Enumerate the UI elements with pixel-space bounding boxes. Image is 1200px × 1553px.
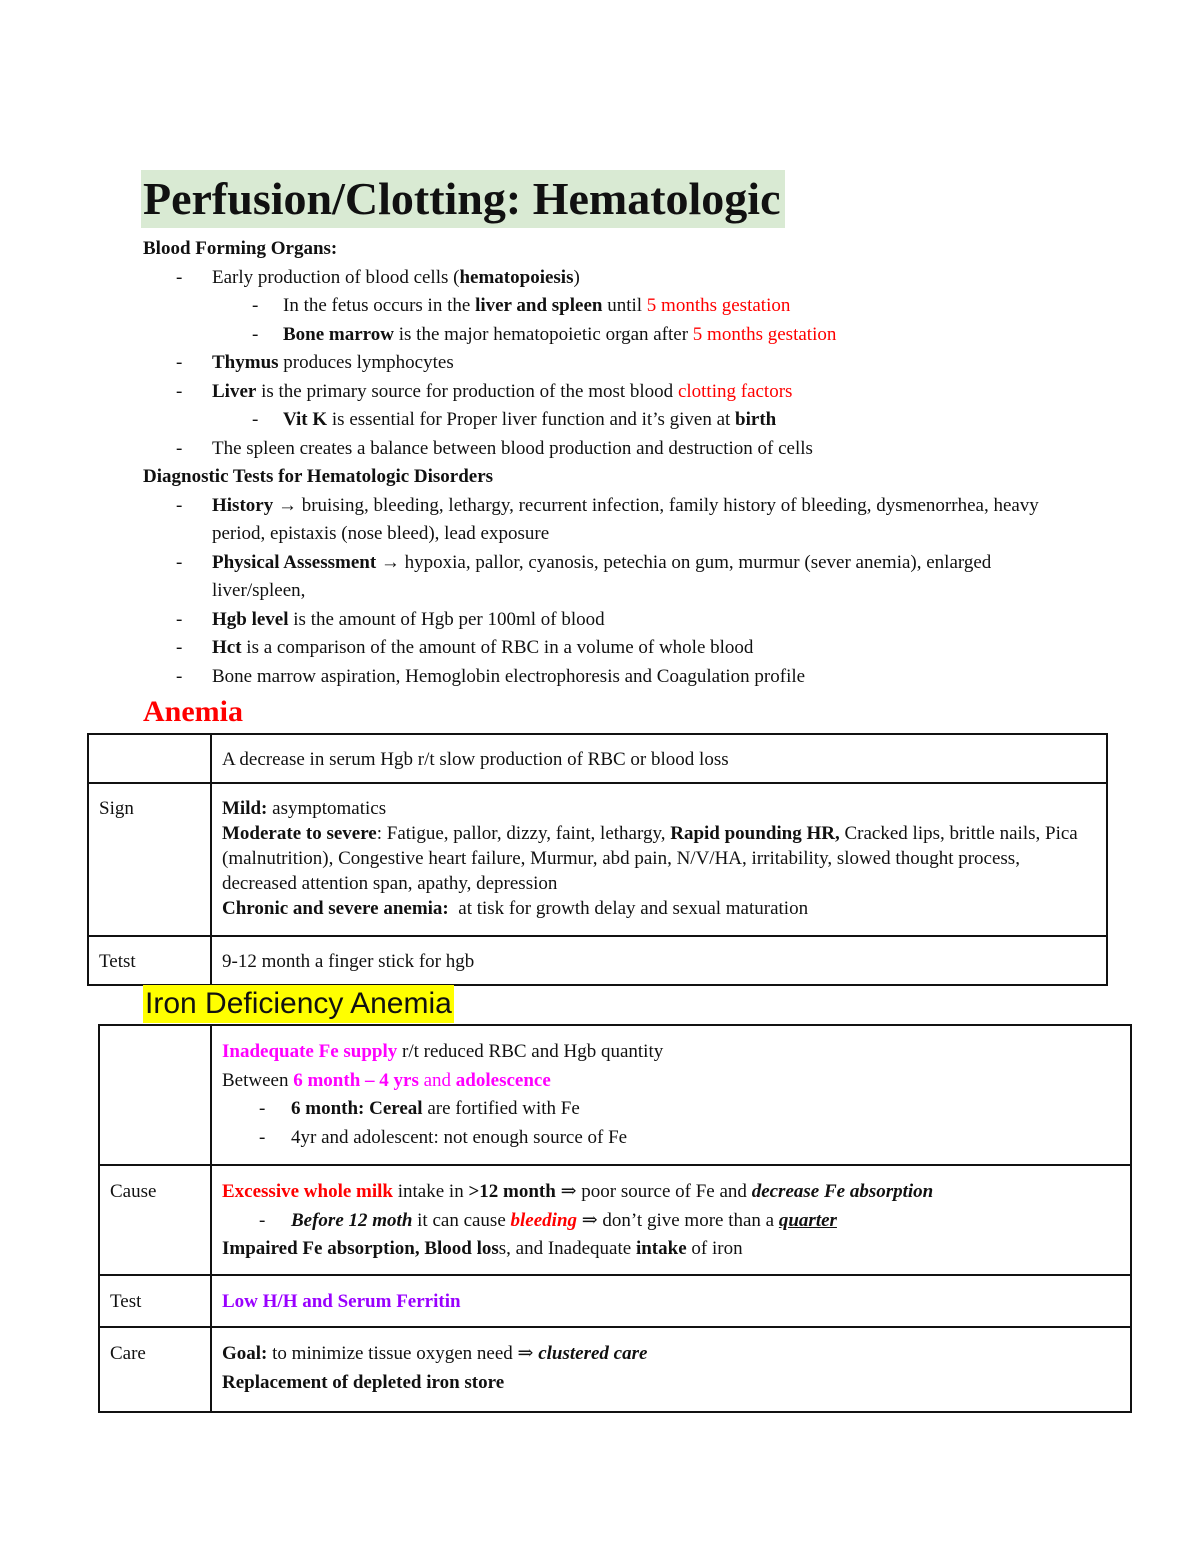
table-cell-label: Tetst: [88, 936, 211, 985]
sub-list: [212, 406, 1143, 435]
table-cell-label: Sign: [88, 783, 211, 936]
iron-deficiency-heading: Iron Deficiency Anemia: [143, 985, 454, 1023]
table-cell: Low H/H and Serum Ferritin: [211, 1275, 1131, 1328]
list-item: - Physical Assessment → hypoxia, pallor, cyanosis, petechia on gum, murmur (sever anemia), enlarged liver/spleen,: [143, 549, 1043, 606]
list-item: - Hct is a comparison of the amount of RBC in a volume of whole blood: [143, 634, 1043, 663]
table-cell-label: [99, 1025, 211, 1165]
list-item: - 4yr and adolescent: not enough source of Fe: [222, 1124, 1121, 1153]
table-row: [99, 1025, 1131, 1165]
list-item: - History → bruising, bleeding, lethargy, recurrent infection, family history of bleeding, dysmenorrhea, heavy period, epistaxis (nose bleed), lead exposure: [143, 492, 1043, 549]
table-cell: Excessive whole milk intake in >12 month ⇒ poor source of Fe and decrease Fe absorption - Before 12 moth it can cause bleeding ⇒ don’t give more than a quarter Impaired Fe absorption, Blood loss, and Inadequate intake of iron: [211, 1165, 1131, 1275]
table-row: [88, 783, 1107, 936]
sub-list: [222, 1207, 1121, 1236]
list-item: - Bone marrow aspiration, Hemoglobin electrophoresis and Coagulation profile: [143, 663, 1043, 692]
list-item: - The spleen creates a balance between blood production and destruction of cells: [143, 435, 1143, 464]
blood-forming-heading: Blood Forming Organs:: [143, 238, 338, 259]
table-row: [99, 1275, 1131, 1328]
list-item: - Before 12 moth it can cause bleeding ⇒ don’t give more than a quarter: [222, 1207, 1121, 1236]
sub-list: [222, 1095, 1121, 1152]
anemia-heading: Anemia: [143, 695, 243, 728]
table-row: [99, 1165, 1131, 1275]
list-item: - 6 month: Cereal are fortified with Fe: [222, 1095, 1121, 1124]
list-item: - Early production of blood cells (hematopoiesis) - In the fetus occurs in the liver and spleen until 5 months gestation - Bone marrow is the major hematopoietic organ after 5 months gestation: [143, 264, 1143, 350]
anemia-table: [87, 733, 1108, 986]
list-item: - In the fetus occurs in the liver and spleen until 5 months gestation: [212, 292, 1143, 321]
list-item: - Hgb level is the amount of Hgb per 100ml of blood: [143, 606, 1043, 635]
intro-section: [143, 235, 1143, 691]
iron-deficiency-table: [98, 1024, 1132, 1413]
table-cell: A decrease in serum Hgb r/t slow production of RBC or blood loss: [211, 734, 1107, 783]
list-item: - Thymus produces lymphocytes: [143, 349, 1143, 378]
table-cell: Mild: asymptomatics Moderate to severe: Fatigue, pallor, dizzy, faint, lethargy, Rapid pounding HR, Cracked lips, brittle nails, Pica (malnutrition), Congestive heart failure, Murmur, abd pain, N/V/HA, irritability, slowed thought process, decreased attention span, apathy, depression Chronic and severe anemia: at tisk for growth delay and sexual maturation: [211, 783, 1107, 936]
table-cell: Inadequate Fe supply r/t reduced RBC and Hgb quantity Between 6 month – 4 yrs and adolescence - 6 month: Cereal are fortified with Fe - 4yr and adolescent: not enough source of Fe: [211, 1025, 1131, 1165]
diagnostic-list: [143, 492, 1043, 692]
table-row: [99, 1327, 1131, 1412]
list-item: - Bone marrow is the major hematopoietic organ after 5 months gestation: [212, 321, 1143, 350]
list-item: - Liver is the primary source for production of the most blood clotting factors - Vit K is essential for Proper liver function and it’s given at birth: [143, 378, 1143, 435]
table-row: [88, 734, 1107, 783]
page-title: Perfusion/Clotting: Hematologic: [141, 170, 785, 228]
blood-forming-list: [143, 264, 1143, 464]
sub-list: [212, 292, 1143, 349]
table-cell-label: [88, 734, 211, 783]
table-row: [88, 936, 1107, 985]
diagnostic-heading: Diagnostic Tests for Hematologic Disorders: [143, 466, 494, 487]
table-cell-label: Care: [99, 1327, 211, 1412]
table-cell-label: Cause: [99, 1165, 211, 1275]
table-cell-label: Test: [99, 1275, 211, 1328]
table-cell: 9-12 month a finger stick for hgb: [211, 936, 1107, 985]
table-cell: Goal: to minimize tissue oxygen need ⇒ clustered care Replacement of depleted iron store: [211, 1327, 1131, 1412]
list-item: - Vit K is essential for Proper liver function and it’s given at birth: [212, 406, 1143, 435]
